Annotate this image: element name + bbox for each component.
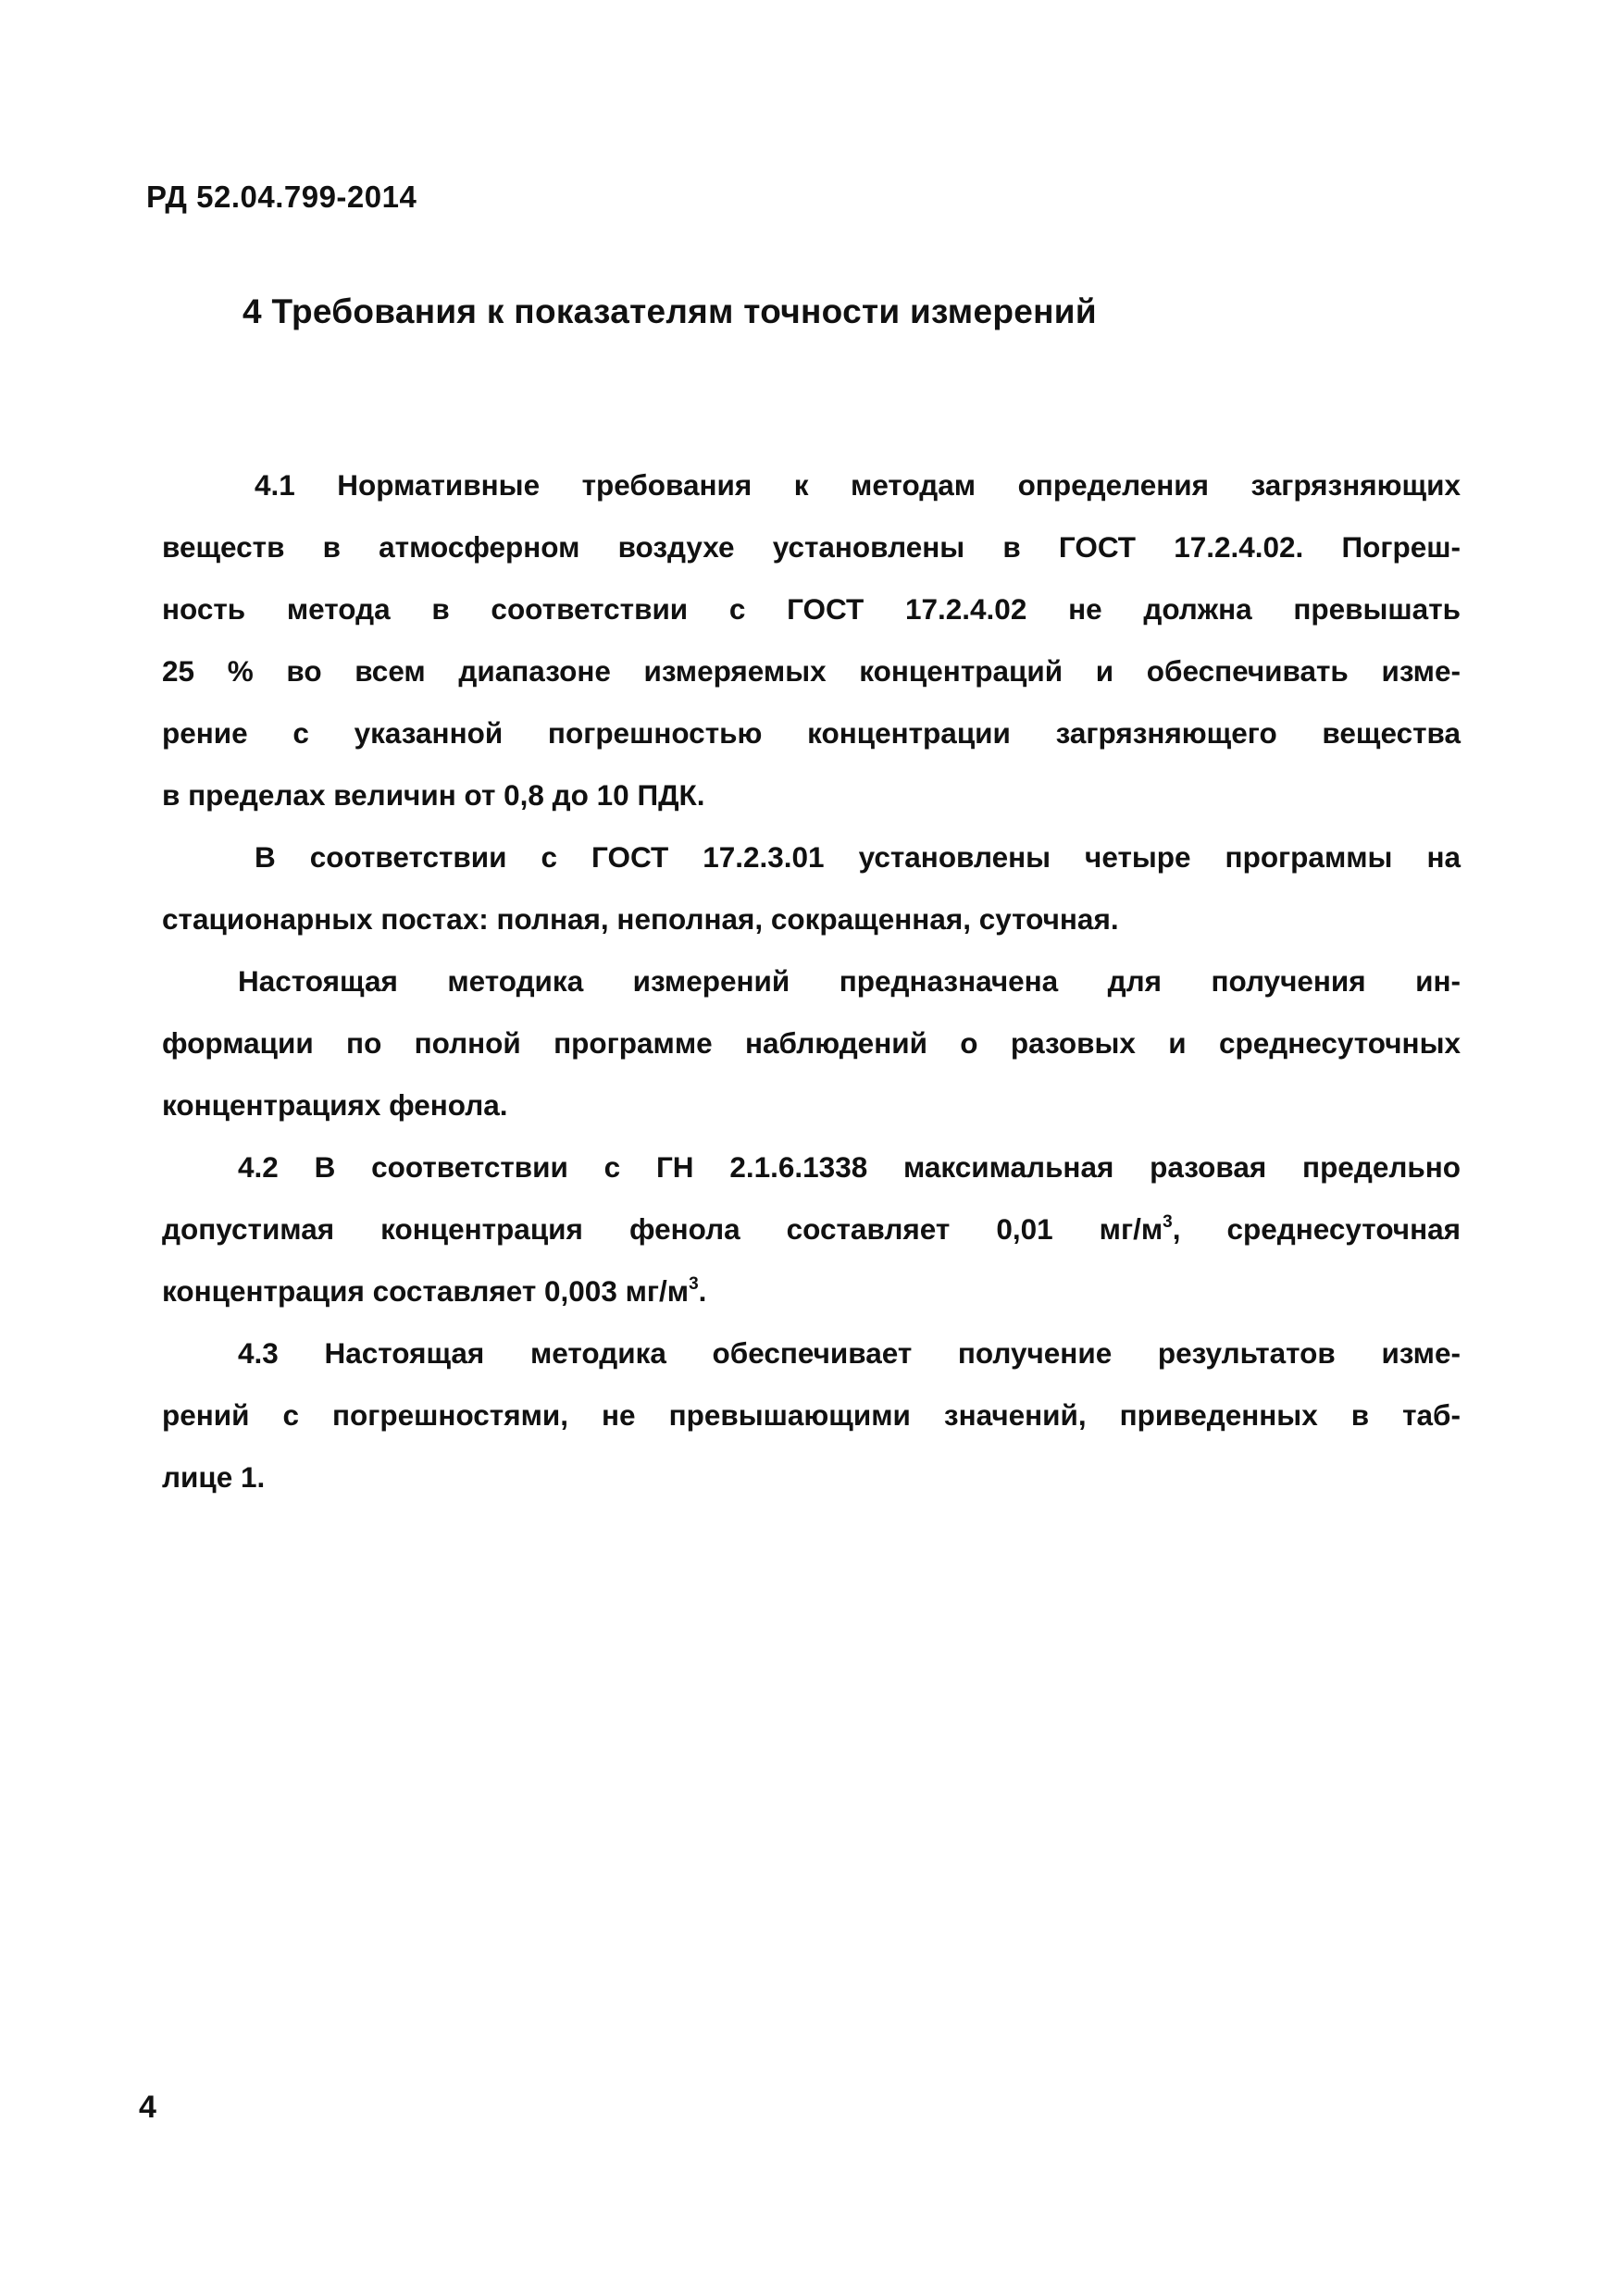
section-title: 4 Требования к показателям точности измерений xyxy=(243,292,1097,330)
body-text xyxy=(162,463,1461,1517)
text-line: ность метода в соответствии с ГОСТ 17.2.4.02 не должна превышать xyxy=(162,592,1461,626)
text-segment: концентрация составляет 0,003 мг/м xyxy=(162,1274,690,1308)
page-number: 4 xyxy=(139,2090,156,2125)
text-segment: . xyxy=(698,1274,707,1308)
text-line: рение с указанной погрешностью концентрации загрязняющего вещества xyxy=(162,716,1461,750)
text-segment: , среднесуточная xyxy=(1172,1212,1461,1246)
paragraph xyxy=(162,1331,1461,1517)
superscript: 3 xyxy=(689,1274,699,1294)
text-line: лице 1. xyxy=(162,1460,266,1494)
text-line: 4.2 В соответствии с ГН 2.1.6.1338 максимальная разовая предельно xyxy=(238,1150,1461,1184)
text-segment: допустимая концентрация фенола составляет 0,01 мг/м xyxy=(162,1212,1163,1246)
paragraph xyxy=(162,463,1461,835)
text-line: 4.3 Настоящая методика обеспечивает получение результатов изме- xyxy=(238,1336,1461,1370)
text-line: 4.1 Нормативные требования к методам определения загрязняющих xyxy=(255,468,1461,502)
text-line: стационарных постах: полная, неполная, сокращенная, суточная. xyxy=(162,902,1119,936)
text-line xyxy=(162,1207,1461,1269)
text-line xyxy=(162,1269,1461,1331)
text-line: В соответствии с ГОСТ 17.2.3.01 установлены четыре программы на xyxy=(255,840,1461,874)
paragraph xyxy=(162,835,1461,959)
superscript: 3 xyxy=(1163,1212,1173,1232)
text-line: концентрациях фенола. xyxy=(162,1088,508,1122)
text-line: в пределах величин от 0,8 до 10 ПДК. xyxy=(162,778,705,812)
paragraph xyxy=(162,959,1461,1145)
text-line: 25 % во всем диапазоне измеряемых концентраций и обеспечивать изме- xyxy=(162,654,1461,688)
text-line: Настоящая методика измерений предназначена для получения ин- xyxy=(238,964,1461,998)
text-line: формации по полной программе наблюдений о разовых и среднесуточных xyxy=(162,1026,1461,1060)
text-line: рений с погрешностями, не превышающими значений, приведенных в таб- xyxy=(162,1398,1461,1432)
paragraph xyxy=(162,1145,1461,1331)
text-line: веществ в атмосферном воздухе установлены в ГОСТ 17.2.4.02. Погреш- xyxy=(162,530,1461,564)
document-code: РД 52.04.799-2014 xyxy=(146,180,417,214)
